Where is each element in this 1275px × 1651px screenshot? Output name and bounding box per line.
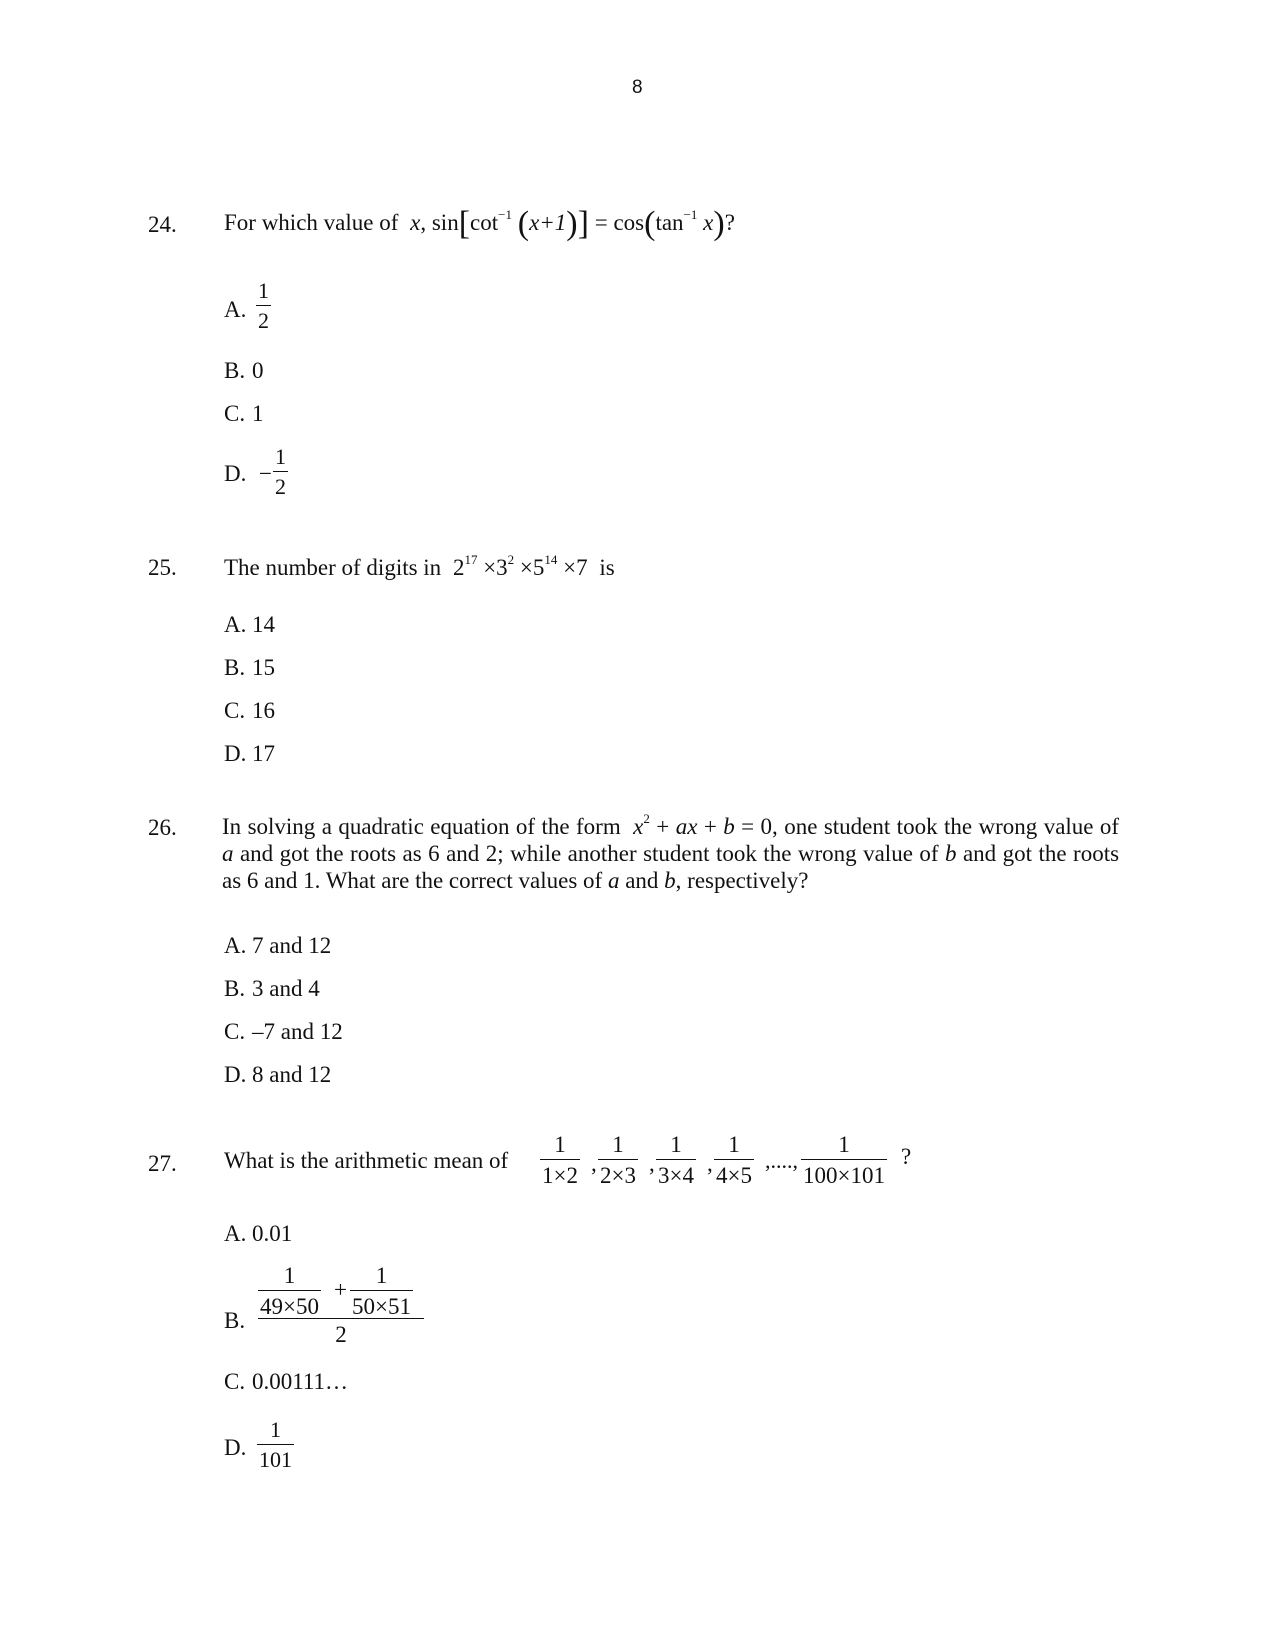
math-exp: 14 <box>544 552 558 568</box>
question-line3-a: and got the roots as 6 and 1. What are the correct values of <box>222 841 1120 893</box>
comma: , <box>649 1151 655 1176</box>
question-line2-a: value of <box>1043 814 1120 839</box>
ellipsis: ,...., <box>765 1148 798 1173</box>
option-label: A. <box>224 612 247 637</box>
option-text: 0 <box>252 358 264 383</box>
minus-sign: − <box>259 461 272 486</box>
question-text <box>224 552 615 580</box>
math-var: a <box>222 841 234 866</box>
fraction <box>258 1264 321 1318</box>
option-text: 17 <box>252 741 275 766</box>
denominator: 49×50 <box>260 1294 319 1319</box>
page-number: 8 <box>632 77 643 98</box>
option-text: 16 <box>252 698 275 723</box>
comma: , <box>591 1151 597 1176</box>
series-fraction <box>801 1133 887 1187</box>
option-text: 3 and 4 <box>252 976 320 1001</box>
option-label: D. <box>224 461 247 486</box>
math-fn-cos: cos <box>613 210 645 235</box>
option-text: 0.01 <box>252 1221 293 1246</box>
math-times: × <box>483 555 497 580</box>
option-label: C. <box>224 1019 246 1044</box>
option-text: 14 <box>252 612 275 637</box>
option-label: D. <box>224 1062 247 1087</box>
option-text: 0.00111… <box>252 1369 349 1394</box>
math-paren: ( <box>517 205 530 242</box>
series-fraction <box>656 1133 696 1187</box>
math-var: a <box>607 868 620 893</box>
question-number: 27. <box>148 1151 177 1176</box>
series-fraction <box>714 1133 754 1187</box>
question-line2-b: and got the roots as 6 and 2; while another student took the wrong value of <box>239 841 939 866</box>
option-label: A. <box>224 297 247 322</box>
math-fn-cot: cot <box>470 210 499 235</box>
math-equals: = <box>594 210 608 235</box>
denominator: 2 <box>275 474 286 499</box>
math-var: b <box>723 814 735 839</box>
option-text: –7 and 12 <box>252 1019 343 1044</box>
option-text: 8 and 12 <box>252 1062 332 1087</box>
math-plus: + <box>656 814 670 839</box>
fraction <box>350 1264 413 1318</box>
math-var: b <box>664 868 676 893</box>
option-label: B. <box>224 1308 246 1333</box>
numerator: 1 <box>350 1264 413 1291</box>
math-exp: 2 <box>507 552 515 568</box>
question-lead: For which value of <box>224 210 405 235</box>
question-line1-lead: In solving a quadratic equation of the form <box>222 814 621 839</box>
math-var: x <box>687 814 698 839</box>
math-var: a <box>675 814 688 839</box>
denominator: 2 <box>258 308 269 333</box>
numerator: 1 <box>656 1133 696 1160</box>
math-bracket: ] <box>577 205 589 242</box>
numerator: 1 <box>714 1133 754 1160</box>
series-fraction <box>598 1133 638 1187</box>
option-label: D. <box>224 741 247 766</box>
math-exp: 2 <box>643 811 650 827</box>
series-fraction <box>540 1133 580 1187</box>
fraction <box>256 280 271 332</box>
math-bracket: [ <box>458 205 471 242</box>
math-tail: ? <box>724 210 735 235</box>
compound-fraction <box>258 1264 424 1346</box>
math-base: 7 <box>576 555 588 580</box>
option-label: B. <box>224 976 246 1001</box>
numerator: 1 <box>257 1419 294 1445</box>
numerator: 1 <box>256 280 271 306</box>
question-line3-and: and <box>625 868 659 893</box>
math-inverse: −1 <box>683 207 698 223</box>
math-plus: + <box>703 814 717 839</box>
option-label: B. <box>224 655 246 680</box>
question-text <box>222 813 1119 894</box>
fraction <box>257 1419 294 1471</box>
option-label: C. <box>224 401 246 426</box>
math-var: b <box>945 841 957 866</box>
math-base: 2 <box>452 555 465 580</box>
math-times: × <box>519 555 533 580</box>
math-var: x <box>410 210 421 235</box>
denominator: 2×3 <box>600 1163 636 1188</box>
denominator: 101 <box>259 1447 292 1472</box>
math-var: x <box>703 210 714 235</box>
numerator: 1 <box>540 1133 580 1160</box>
fraction <box>273 446 288 498</box>
numerator: 1 <box>258 1264 321 1291</box>
math-fn-tan: tan <box>655 210 684 235</box>
denominator: 50×51 <box>352 1294 411 1319</box>
math-paren: ( <box>644 205 656 242</box>
math-base: 3 <box>496 555 508 580</box>
numerator: 1 <box>801 1133 887 1160</box>
math-inverse: −1 <box>498 207 512 223</box>
question-mark: ? <box>901 1144 912 1169</box>
math-var: x <box>633 814 644 839</box>
denominator: 100×101 <box>803 1163 885 1188</box>
math-times: × <box>563 555 577 580</box>
compound-numerator <box>258 1264 424 1319</box>
math-arg: x+1 <box>529 210 567 235</box>
option-text: 1 <box>252 401 264 426</box>
math-exp: 17 <box>464 552 478 568</box>
option-label: C. <box>224 1369 246 1394</box>
math-plus: + <box>334 1277 347 1302</box>
denominator: 4×5 <box>716 1163 752 1188</box>
question-line1-tail: , one student took the wrong <box>772 814 1038 839</box>
math-paren: ) <box>566 205 578 242</box>
comma: , <box>707 1151 713 1176</box>
question-number: 26. <box>148 815 177 840</box>
option-text: 15 <box>252 655 275 680</box>
numerator: 1 <box>598 1133 638 1160</box>
option-label: A. <box>224 1221 247 1246</box>
question-number: 24. <box>148 212 177 237</box>
question-lead: What is the arithmetic mean of <box>224 1148 509 1173</box>
option-label: C. <box>224 698 246 723</box>
denominator: 2 <box>335 1322 347 1347</box>
math-paren: ) <box>713 205 725 242</box>
denominator: 3×4 <box>658 1163 694 1188</box>
question-text: For which value of x, $\sin[\cot^{-1}$ $(x+1)] = \cos(\tan^{-1}$ x)? <box>224 205 735 242</box>
option-text: 7 and 12 <box>252 933 332 958</box>
math-equals-zero: = 0 <box>741 814 773 839</box>
question-lead: The number of digits in <box>224 555 442 580</box>
numerator: 1 <box>273 446 288 472</box>
math-base: 5 <box>532 555 545 580</box>
option-label: B. <box>224 358 246 383</box>
denominator: 1×2 <box>542 1163 578 1188</box>
math-fn-sin: sin <box>431 210 459 235</box>
quadratic-equation <box>633 811 773 839</box>
question-line3-end: , respectively? <box>675 868 809 893</box>
question-tail: is <box>599 555 615 580</box>
option-label: A. <box>224 933 247 958</box>
question-number: 25. <box>148 555 177 580</box>
option-label: D. <box>224 1435 247 1460</box>
